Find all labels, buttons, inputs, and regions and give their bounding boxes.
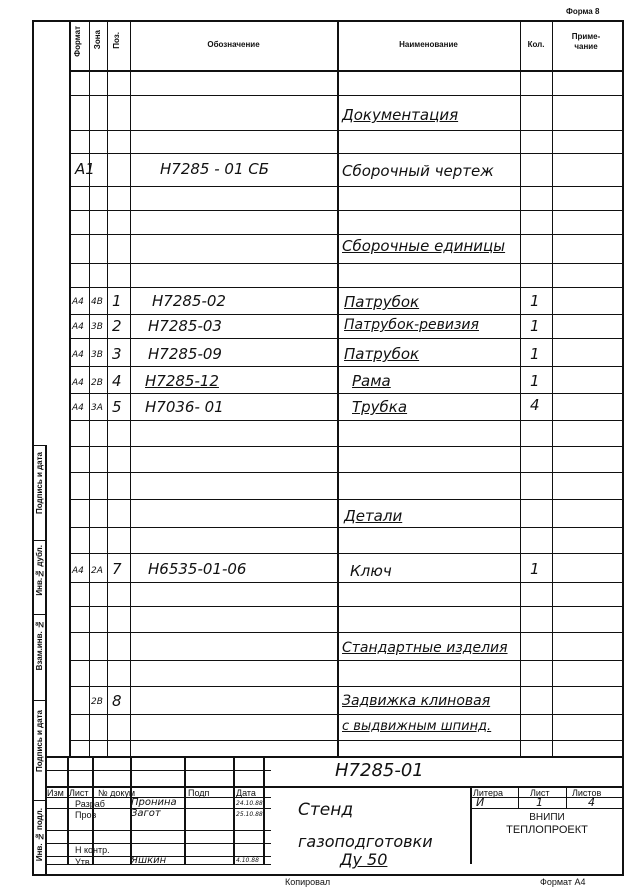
row-name: Патрубок (344, 345, 420, 363)
row-format: A4 (72, 322, 84, 332)
doc-name: Сборочный чертеж (342, 162, 494, 180)
row-name-cont: с выдвижным шпинд. (342, 719, 492, 734)
row-zone: 2A (91, 566, 103, 576)
binding-line (32, 800, 45, 801)
row-designation: Н7285-12 (145, 372, 219, 390)
header-designation: Обозначение (207, 40, 260, 49)
tb-role: Пров (75, 810, 97, 820)
header-pos: Поз. (112, 32, 121, 49)
header-zone: Зона (93, 30, 102, 50)
row-qty: 1 (530, 292, 540, 310)
row-designation: Н7285-03 (148, 317, 222, 335)
side-inv-dubl: Инв.№ дубл. (35, 545, 44, 596)
row-zone: 3B (91, 322, 103, 332)
section-parts: Детали (344, 507, 403, 525)
row-zone: 4B (91, 297, 103, 307)
footer-copied: Копировал (285, 877, 331, 887)
row-qty: 1 (530, 345, 540, 363)
row-name: Патрубок-ревизия (344, 317, 479, 333)
tb-date: 24.10.88 (236, 800, 263, 807)
row-qty: 4 (530, 396, 540, 414)
footer-format: Формат А4 (540, 877, 586, 887)
row-designation: Н7285-02 (152, 292, 226, 310)
row-name: Задвижка клиновая (342, 693, 491, 709)
header-name: Наименование (399, 40, 458, 49)
tb-name: Загот (131, 808, 161, 819)
side-inv-podl: Инв. № подл. (35, 808, 44, 862)
tb-header-izm: Изм (47, 788, 64, 798)
row-pos: 3 (112, 345, 122, 363)
row-format: A4 (72, 403, 84, 413)
row-designation: Н7285-09 (148, 345, 222, 363)
header-qty: Кол. (527, 40, 545, 49)
binding-line (45, 445, 47, 876)
tb-role: Н контр. (75, 845, 110, 855)
tb-date: 25.10.88 (236, 811, 263, 818)
row-zone: 2B (91, 697, 103, 707)
tb-header-doc: № докум (98, 788, 136, 798)
binding-line (32, 445, 45, 446)
row-pos: 1 (112, 292, 122, 310)
row-format: A4 (72, 378, 84, 388)
tb-date: 4.10.88 (236, 857, 259, 864)
tb-name: Яшкин (131, 855, 167, 866)
row-format: A4 (72, 297, 84, 307)
tb-list: 1 (536, 796, 543, 809)
row-designation: Н6535-01-06 (148, 560, 247, 578)
row-pos: 5 (112, 398, 122, 416)
row-name: Ключ (350, 562, 392, 580)
doc-designation: Н7285 - 01 СБ (160, 160, 270, 178)
row-zone: 2B (91, 378, 103, 388)
doc-format: A1 (75, 160, 95, 178)
row-format: A4 (72, 566, 84, 576)
row-qty: 1 (530, 317, 540, 335)
tb-list-label: Лист (530, 788, 550, 798)
row-format: A4 (72, 350, 84, 360)
row-zone: 3B (91, 350, 103, 360)
tb-listov: 4 (588, 796, 595, 809)
title-line-1: Стенд (298, 800, 354, 820)
tb-role: Разраб (75, 799, 105, 809)
binding-line (32, 614, 45, 615)
row-qty: 1 (530, 560, 540, 578)
row-name: Рама (352, 372, 391, 390)
tb-header-date: Дата (236, 788, 256, 798)
header-format: Формат (73, 26, 82, 57)
header-note: Приме- чание (571, 32, 601, 51)
section-standard: Стандартные изделия (342, 640, 508, 656)
drawing-frame (32, 20, 624, 876)
binding-line (32, 700, 45, 701)
row-pos: 4 (112, 372, 122, 390)
title-line-3: Ду 50 (340, 850, 388, 869)
tb-litera-label: Литера (473, 788, 503, 798)
row-pos: 8 (112, 692, 122, 710)
tb-header-list: Лист (69, 788, 89, 798)
org-line-2: ТЕПЛОПРОЕКТ (506, 824, 588, 836)
side-vzam-inv: Взам.инв. № (35, 620, 44, 671)
tb-litera: И (476, 796, 485, 809)
tb-listov-label: Листов (572, 788, 602, 798)
row-designation: Н7036- 01 (145, 398, 224, 416)
section-documentation: Документация (342, 106, 459, 124)
doc-number: Н7285-01 (335, 760, 424, 781)
side-sign-date-1: Подпись и дата (35, 452, 44, 514)
row-name: Трубка (352, 398, 408, 416)
row-zone: 3A (91, 403, 103, 413)
row-pos: 7 (112, 560, 122, 578)
header-line (69, 70, 624, 72)
title-line-2: газоподготовки (298, 832, 433, 851)
tb-header-podp: Подп (188, 788, 210, 798)
row-pos: 2 (112, 317, 122, 335)
org-line-1: ВНИПИ (529, 812, 565, 823)
row-name: Патрубок (344, 293, 420, 311)
section-assemblies: Сборочные единицы (342, 237, 506, 255)
side-sign-date-2: Подпись и дата (35, 710, 44, 772)
tb-role: Утв (75, 857, 90, 867)
tb-name: Пронина (131, 797, 177, 808)
form-label: Форма 8 (566, 7, 600, 16)
row-qty: 1 (530, 372, 540, 390)
binding-line (32, 540, 45, 541)
